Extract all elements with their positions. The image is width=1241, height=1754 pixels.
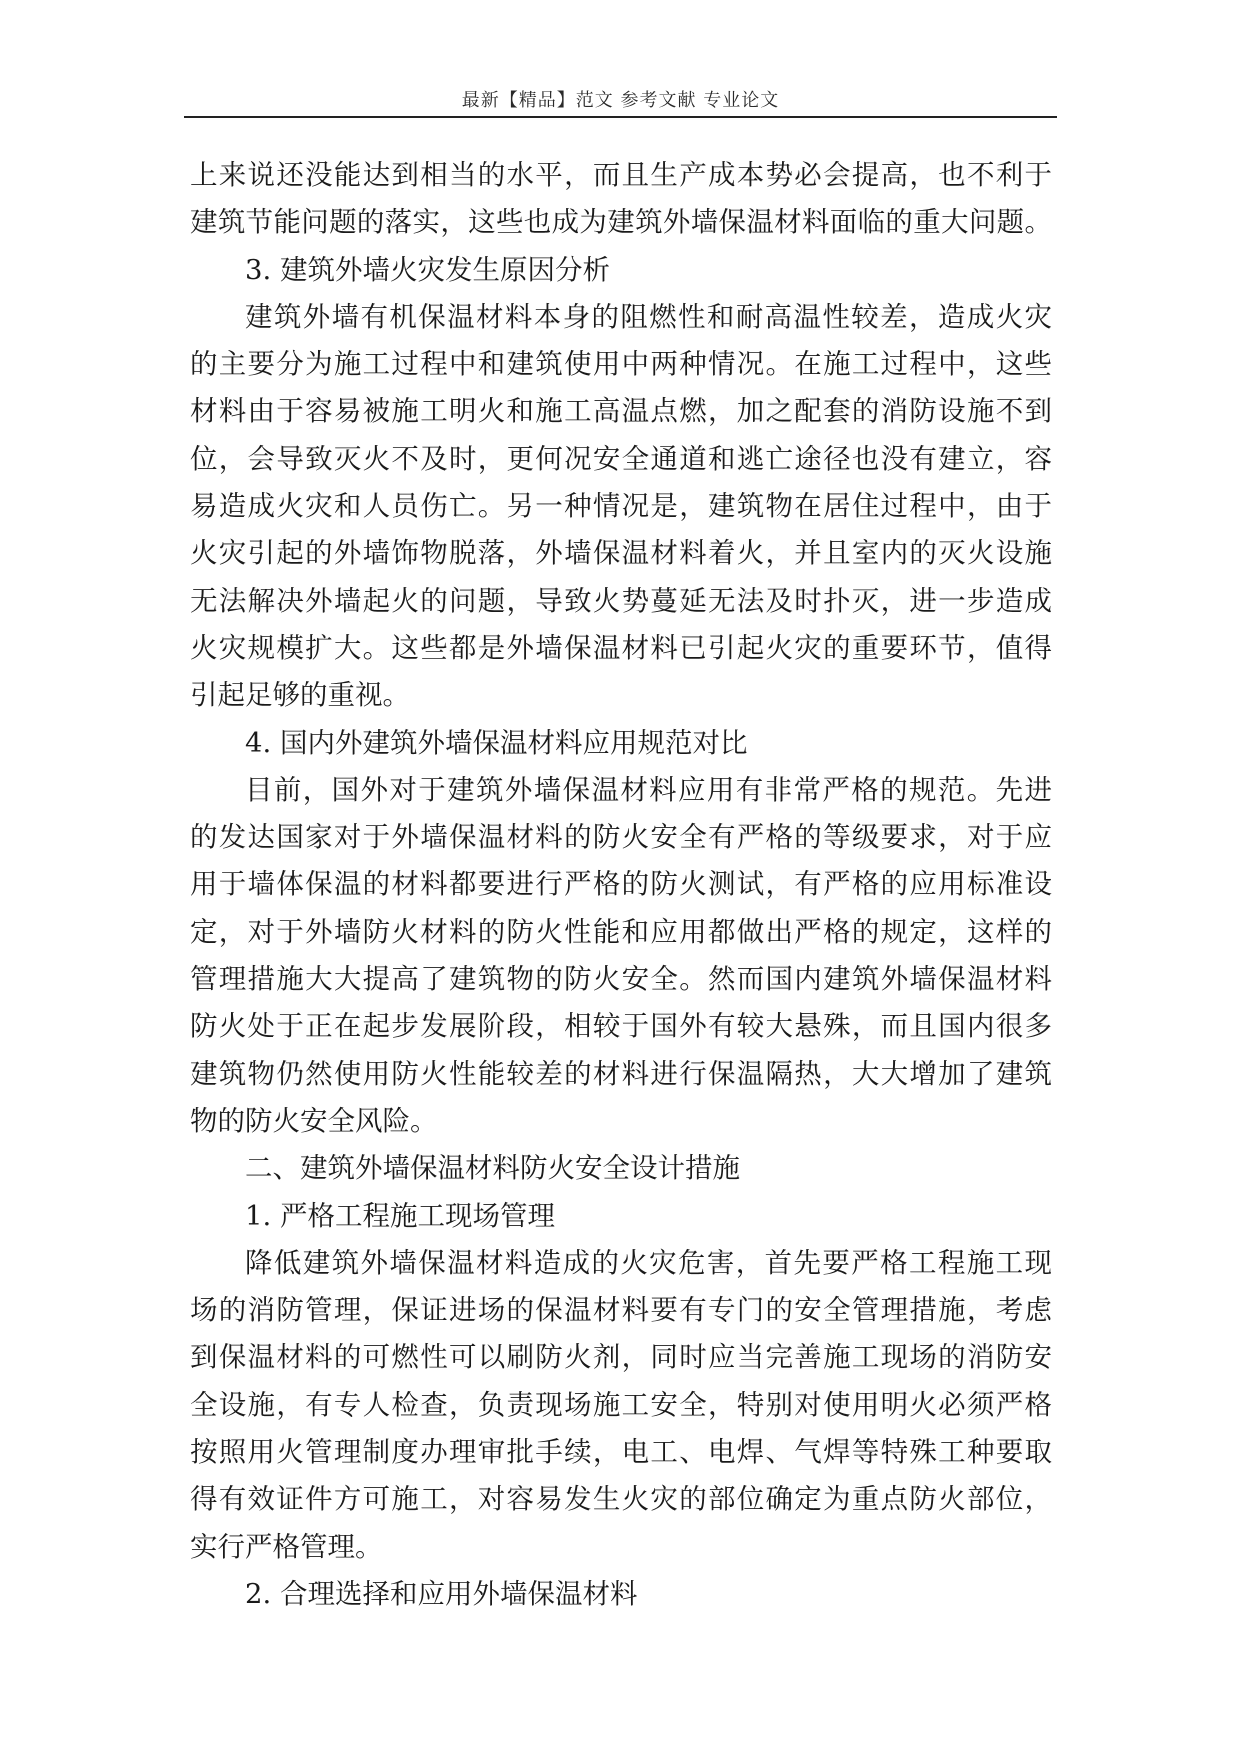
text-line: 得有效证件方可施工，对容易发生火灾的部位确定为重点防火部位， xyxy=(190,1483,1052,1516)
text-line: 的发达国家对于外墙保温材料的防火安全有严格的等级要求，对于应 xyxy=(190,821,1052,854)
text-line: 管理措施大大提高了建筑物的防火安全。然而国内建筑外墙保温材料 xyxy=(190,963,1052,996)
text-line: 场的消防管理，保证进场的保温材料要有专门的安全管理措施，考虑 xyxy=(190,1294,1052,1327)
text-line: 引起足够的重视。 xyxy=(190,679,410,712)
page-header: 最新【精品】范文 参考文献 专业论文 xyxy=(461,90,780,111)
text-line: 定，对于外墙防火材料的防火性能和应用都做出严格的规定，这样的 xyxy=(190,915,1052,948)
text-line: 全设施，有专人检查，负责现场施工安全，特别对使用明火必须严格 xyxy=(190,1388,1052,1421)
text-line: 的主要分为施工过程中和建筑使用中两种情况。在施工过程中，这些 xyxy=(190,348,1052,381)
text-line: 物的防火安全风险。 xyxy=(190,1104,438,1137)
text-line: 材料由于容易被施工明火和施工高温点燃，加之配套的消防设施不到 xyxy=(190,395,1052,428)
text-line: 1. 严格工程施工现场管理 xyxy=(245,1199,555,1232)
text-line: 建筑节能问题的落实，这些也成为建筑外墙保温材料面临的重大问题。 xyxy=(190,206,1052,239)
text-line: 降低建筑外墙保温材料造成的火灾危害，首先要严格工程施工现 xyxy=(245,1246,1052,1279)
text-line: 火灾规模扩大。这些都是外墙保温材料已引起火灾的重要环节，值得 xyxy=(190,631,1052,664)
text-line: 位，会导致灭火不及时，更何况安全通道和逃亡途径也没有建立，容 xyxy=(190,442,1052,475)
text-line: 二、建筑外墙保温材料防火安全设计措施 xyxy=(245,1152,740,1185)
text-line: 4. 国内外建筑外墙保温材料应用规范对比 xyxy=(245,726,748,759)
text-line: 建筑外墙有机保温材料本身的阻燃性和耐高温性较差，造成火灾 xyxy=(245,300,1052,333)
text-line: 目前，国外对于建筑外墙保温材料应用有非常严格的规范。先进 xyxy=(245,773,1052,806)
text-line: 3. 建筑外墙火灾发生原因分析 xyxy=(245,253,610,286)
text-line: 火灾引起的外墙饰物脱落，外墙保温材料着火，并且室内的灭火设施 xyxy=(190,537,1052,570)
text-line: 上来说还没能达到相当的水平，而且生产成本势必会提高，也不利于 xyxy=(190,159,1052,191)
header-divider xyxy=(184,116,1057,118)
document-body xyxy=(190,152,1052,1618)
text-line: 无法解决外墙起火的问题，导致火势蔓延无法及时扑灭，进一步造成 xyxy=(190,584,1052,617)
text-line: 按照用火管理制度办理审批手续，电工、电焊、气焊等特殊工种要取 xyxy=(190,1436,1052,1469)
text-line: 实行严格管理。 xyxy=(190,1530,383,1563)
text-line: 用于墙体保温的材料都要进行严格的防火测试，有严格的应用标准设 xyxy=(190,868,1052,901)
text-line: 到保温材料的可燃性可以刷防火剂，同时应当完善施工现场的消防安 xyxy=(190,1341,1052,1374)
text-line: 易造成火灾和人员伤亡。另一种情况是，建筑物在居住过程中，由于 xyxy=(190,490,1052,523)
text-line: 防火处于正在起步发展阶段，相较于国外有较大悬殊，而且国内很多 xyxy=(190,1010,1052,1043)
text-line: 建筑物仍然使用防火性能较差的材料进行保温隔热，大大增加了建筑 xyxy=(190,1057,1052,1090)
text-line: 2. 合理选择和应用外墙保温材料 xyxy=(245,1577,638,1610)
